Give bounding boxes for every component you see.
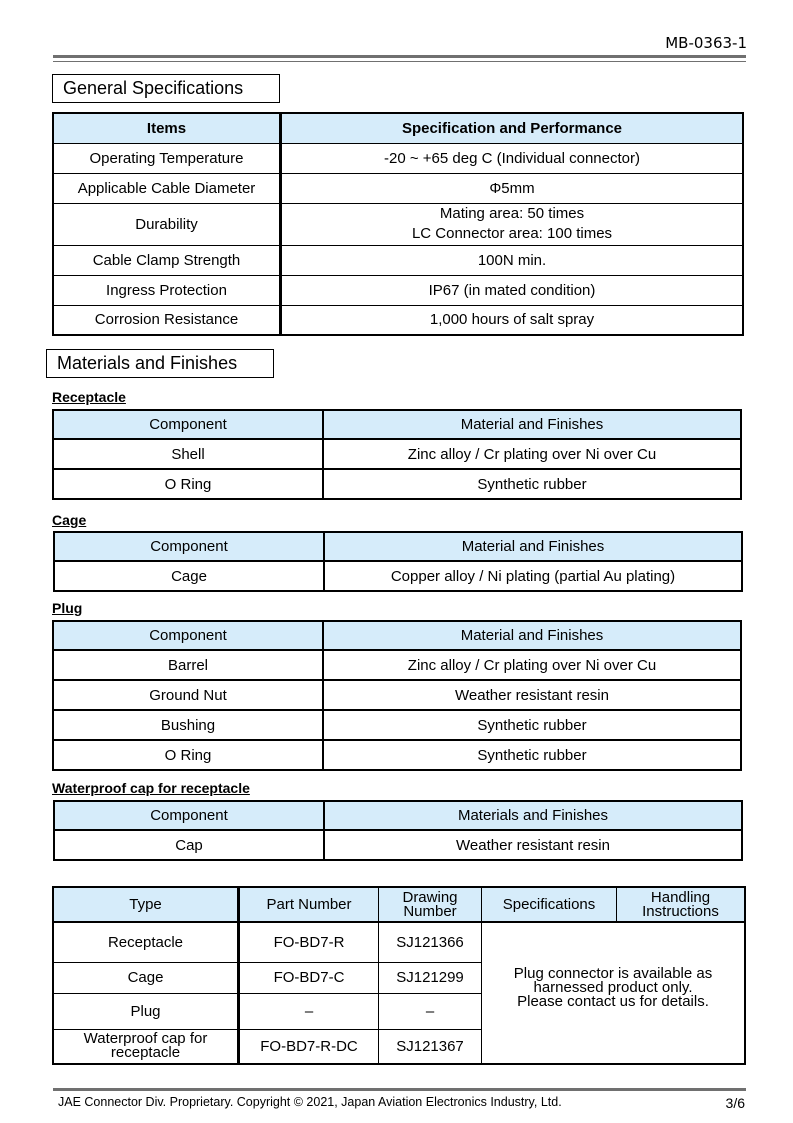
type-cell: [53, 1029, 239, 1064]
table-header-row: [53, 410, 741, 439]
item-cell: Corrosion Resistance: [53, 305, 281, 335]
col-component: Component: [54, 801, 324, 830]
col-spec: Specification and Performance: [281, 113, 744, 143]
type-cell: Plug: [53, 993, 239, 1029]
spec-line: LC Connector area: 100 times: [411, 225, 613, 242]
col-items: Items: [53, 113, 281, 143]
component-cell: O Ring: [53, 469, 323, 499]
type-cell: Receptacle: [53, 922, 239, 962]
material-cell: Synthetic rubber: [323, 740, 741, 770]
general-specs-title: General Specifications: [52, 74, 280, 103]
item-cell: Ingress Protection: [53, 275, 281, 305]
cage-label: Cage: [52, 512, 87, 528]
col-handling-instructions: [617, 887, 746, 922]
spec-cell: -20 ~ +65 deg C (Individual connector): [281, 143, 744, 173]
item-cell: Operating Temperature: [53, 143, 281, 173]
header-line: Number: [403, 902, 457, 920]
col-material: Material and Finishes: [323, 410, 741, 439]
table-row: [53, 922, 745, 962]
document-number: MB-0363-1: [665, 34, 747, 52]
availability-note: [482, 922, 746, 1064]
col-part-number: Part Number: [239, 887, 379, 922]
component-cell: Ground Nut: [53, 680, 323, 710]
table-row: [53, 275, 743, 305]
note-line: Plug connector is available as: [513, 965, 713, 982]
plug-label: Plug: [52, 600, 83, 616]
table-row: [53, 173, 743, 203]
table-row: [53, 680, 741, 710]
table-header-row: [53, 113, 743, 143]
type-cell: Cage: [53, 962, 239, 993]
table-row: [53, 439, 741, 469]
header-rule: [53, 55, 746, 62]
spec-cell: 100N min.: [281, 245, 744, 275]
item-cell: Cable Clamp Strength: [53, 245, 281, 275]
component-cell: Cage: [54, 561, 324, 591]
materials-title: Materials and Finishes: [46, 349, 274, 378]
col-type: Type: [53, 887, 239, 922]
table-header-row: [53, 621, 741, 650]
component-cell: Bushing: [53, 710, 323, 740]
drawing-number-cell: SJ121366: [379, 922, 482, 962]
component-cell: Barrel: [53, 650, 323, 680]
material-cell: Synthetic rubber: [323, 469, 741, 499]
page-number: 3/6: [725, 1095, 745, 1111]
header-line: Instructions: [642, 902, 719, 920]
type-line: Waterproof cap for: [83, 1030, 208, 1048]
material-cell: Zinc alloy / Cr plating over Ni over Cu: [323, 650, 741, 680]
spec-cell: Φ5mm: [281, 173, 744, 203]
plug-table: [52, 620, 742, 771]
general-specs-table: [52, 112, 744, 336]
receptacle-label: Receptacle: [52, 389, 126, 405]
cap-label: Waterproof cap for receptacle: [52, 780, 250, 796]
material-cell: Copper alloy / Ni plating (partial Au plating): [324, 561, 742, 591]
component-cell: O Ring: [53, 740, 323, 770]
spec-cell: 1,000 hours of salt spray: [281, 305, 744, 335]
col-material: Material and Finishes: [323, 621, 741, 650]
note-line: harnessed product only.: [533, 979, 693, 996]
table-row: [53, 740, 741, 770]
col-drawing-number: [379, 887, 482, 922]
col-component: Component: [54, 532, 324, 561]
col-specifications: Specifications: [482, 887, 617, 922]
col-component: Component: [53, 410, 323, 439]
header-line: Drawing: [402, 888, 458, 906]
part-number-cell: –: [239, 993, 379, 1029]
table-header-row: [53, 887, 745, 922]
col-material: Materials and Finishes: [324, 801, 742, 830]
table-row: [53, 305, 743, 335]
col-material: Material and Finishes: [324, 532, 742, 561]
table-header-row: [54, 801, 742, 830]
table-row: [54, 830, 742, 860]
table-row: [53, 710, 741, 740]
cap-table: [53, 800, 743, 861]
part-number-table: [52, 886, 746, 1065]
material-cell: Weather resistant resin: [324, 830, 742, 860]
footer-rule: [53, 1088, 746, 1091]
table-row: [53, 143, 743, 173]
table-row: [54, 561, 742, 591]
drawing-number-cell: SJ121367: [379, 1029, 482, 1064]
table-header-row: [54, 532, 742, 561]
material-cell: Weather resistant resin: [323, 680, 741, 710]
col-component: Component: [53, 621, 323, 650]
drawing-number-cell: –: [379, 993, 482, 1029]
component-cell: Cap: [54, 830, 324, 860]
spec-cell: [281, 203, 744, 245]
footer-copyright: JAE Connector Div. Proprietary. Copyright © 2021, Japan Aviation Electronics Industry, Ltd.: [58, 1095, 562, 1109]
material-cell: Zinc alloy / Cr plating over Ni over Cu: [323, 439, 741, 469]
cage-table: [53, 531, 743, 592]
spec-line: Mating area: 50 times: [439, 205, 585, 222]
table-row: [53, 650, 741, 680]
spec-cell: IP67 (in mated condition): [281, 275, 744, 305]
material-cell: Synthetic rubber: [323, 710, 741, 740]
header-line: Handling: [650, 888, 711, 906]
part-number-cell: FO-BD7-R: [239, 922, 379, 962]
part-number-cell: FO-BD7-C: [239, 962, 379, 993]
type-line: receptacle: [110, 1044, 181, 1062]
item-cell: Applicable Cable Diameter: [53, 173, 281, 203]
note-line: Please contact us for details.: [517, 993, 709, 1010]
part-number-cell: FO-BD7-R-DC: [239, 1029, 379, 1064]
table-row: [53, 469, 741, 499]
table-row: [53, 245, 743, 275]
receptacle-table: [52, 409, 742, 500]
table-row: [53, 203, 743, 245]
drawing-number-cell: SJ121299: [379, 962, 482, 993]
component-cell: Shell: [53, 439, 323, 469]
item-cell: Durability: [53, 203, 281, 245]
